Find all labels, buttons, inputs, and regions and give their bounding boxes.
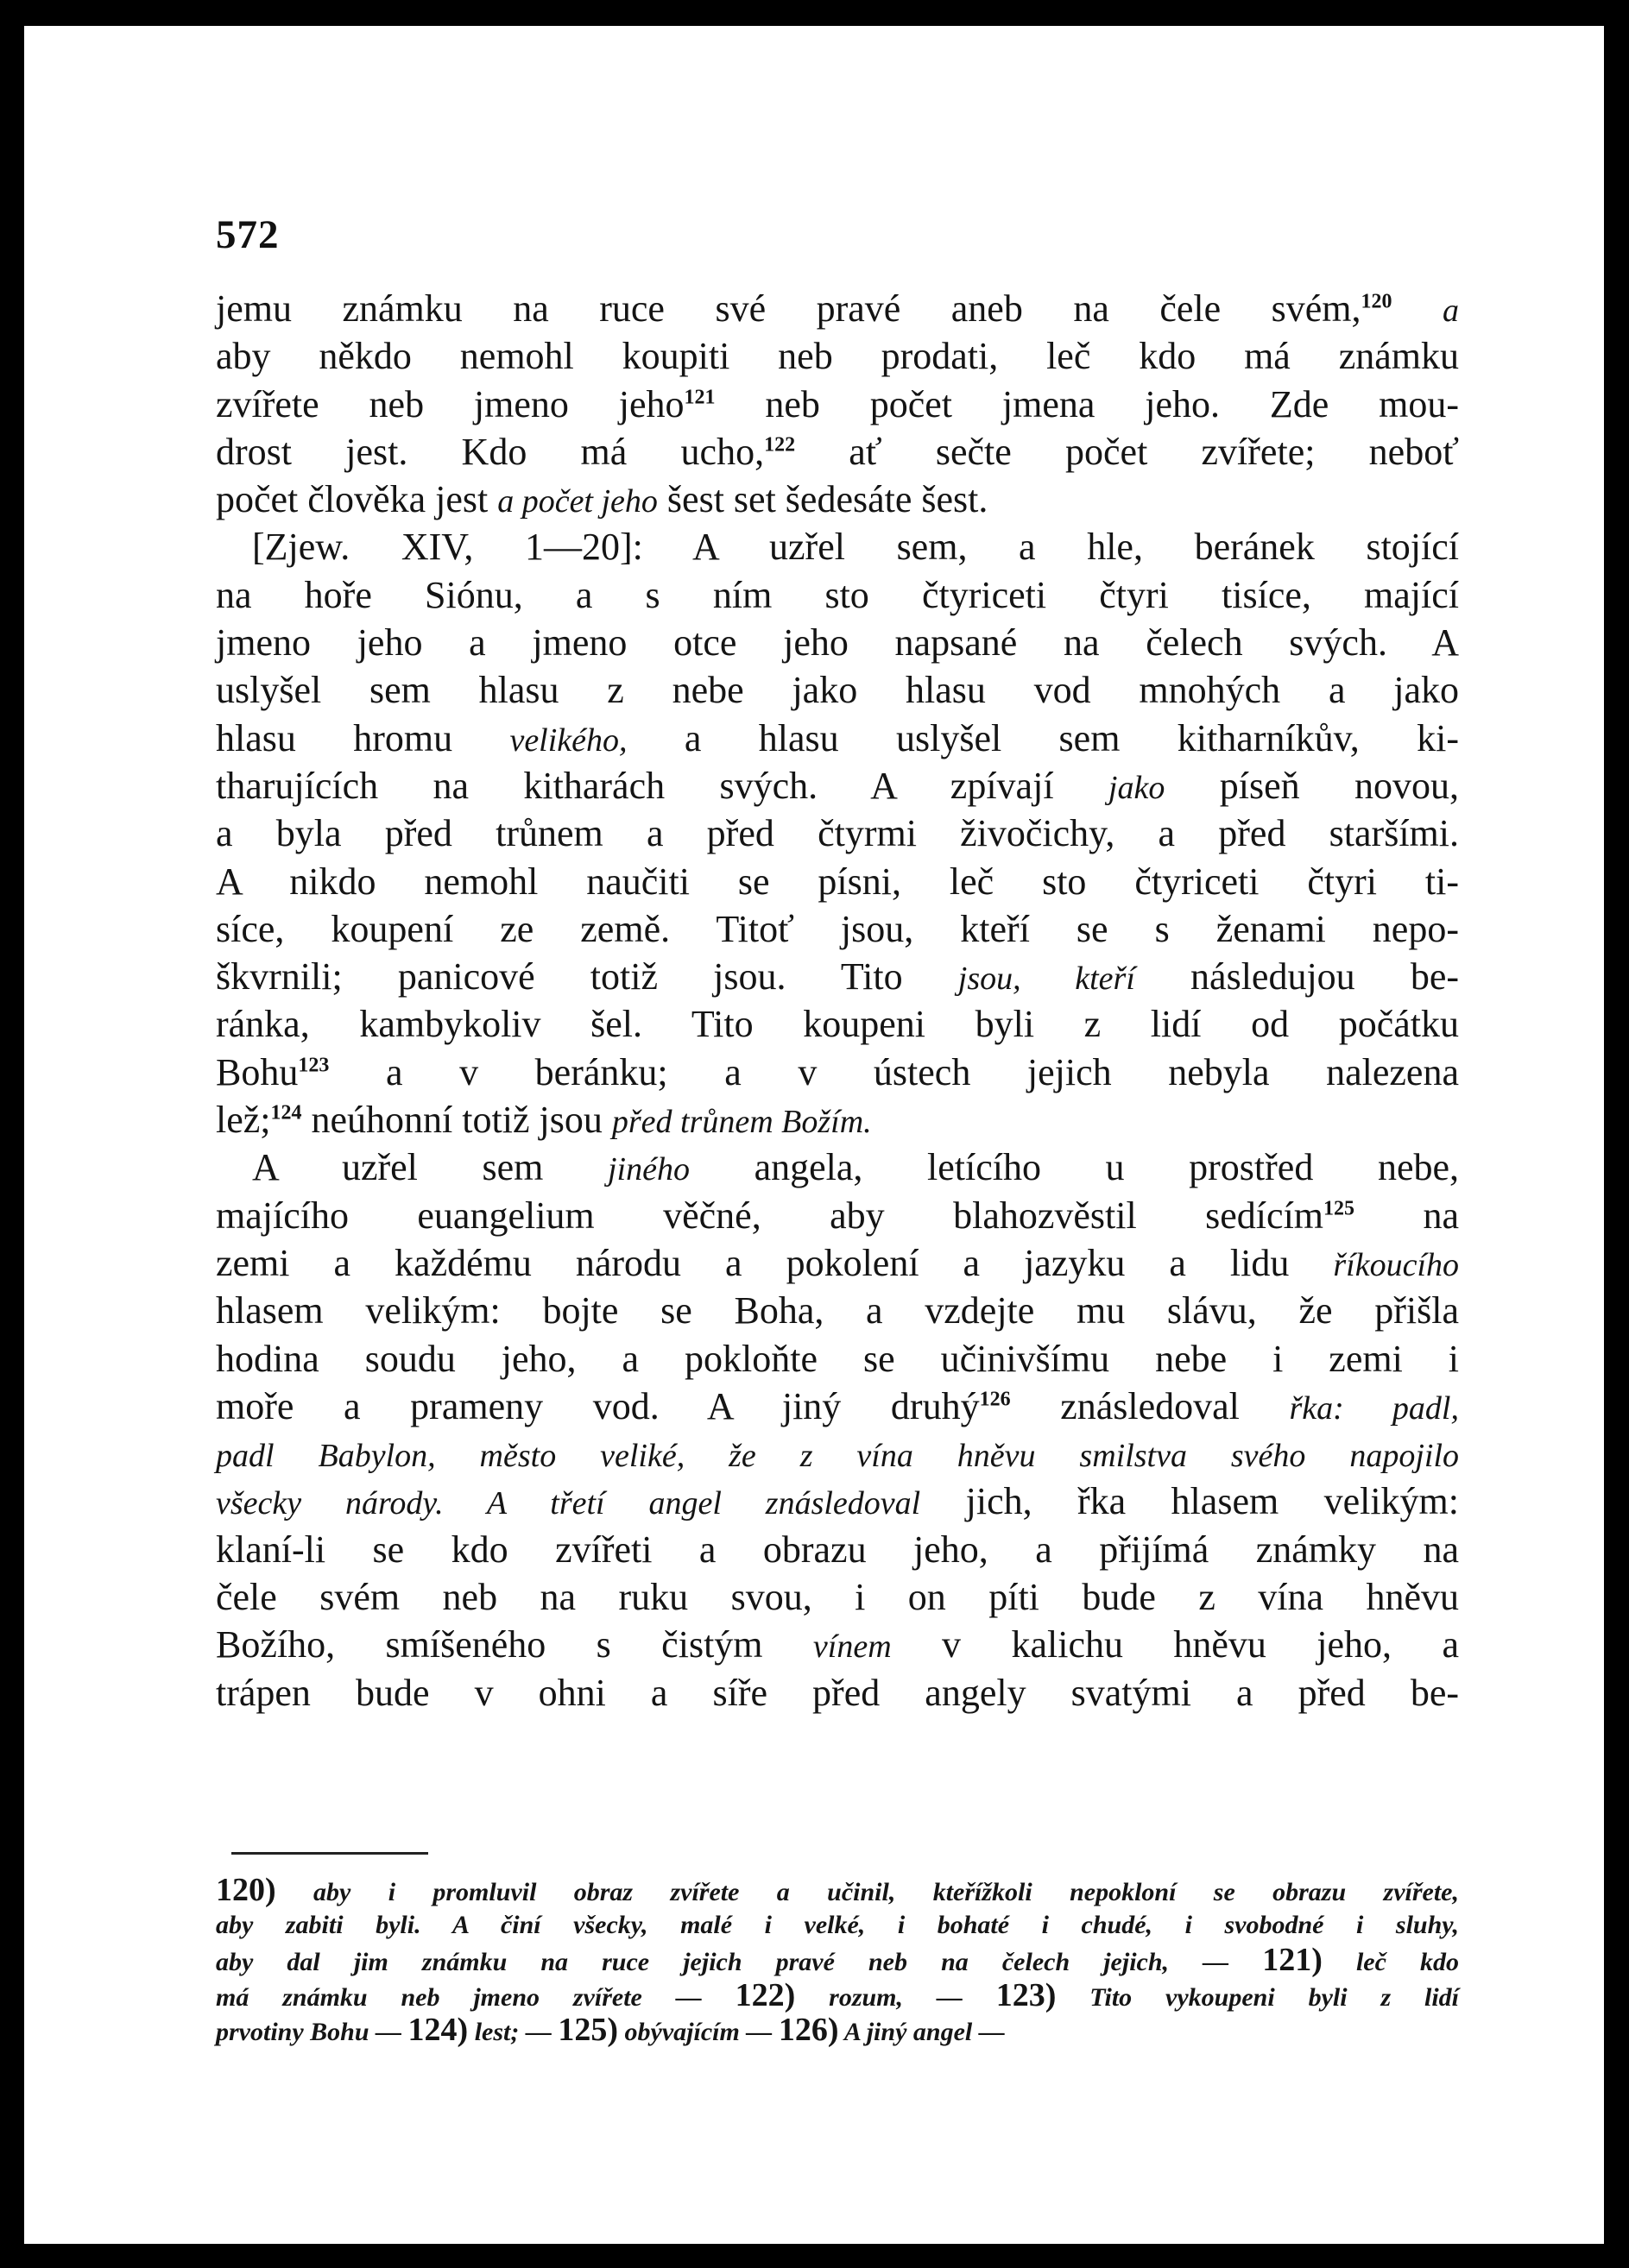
text-line: [216, 381, 1459, 428]
text-line: [216, 1621, 1459, 1668]
text-run: Božího, smíšeného s čistým: [216, 1623, 813, 1666]
text-run: lež;: [216, 1099, 271, 1142]
footnote-reference: 124: [270, 1101, 302, 1125]
footnote-reference: 126: [979, 1388, 1011, 1411]
text-run: [Zjew. XIV, 1—20]: A uzřel sem, a hle, beránek stojící: [252, 526, 1459, 569]
text-run: Bohu: [216, 1050, 299, 1093]
text-line: [216, 1096, 1459, 1143]
footnote-line: [216, 1873, 1459, 1908]
text-run: a hlasu uslyšel sem kitharníkův, ki-: [627, 716, 1459, 759]
footnote-reference: 125: [1323, 1196, 1355, 1219]
text-line: [216, 1335, 1459, 1383]
text-line: [216, 1430, 1459, 1477]
text-line: [216, 858, 1459, 905]
text-run: vínem: [812, 1629, 892, 1666]
text-line: [216, 953, 1459, 1000]
text-run: jich, řka hlasem velikým:: [920, 1480, 1460, 1523]
footnote-reference: 122: [764, 433, 796, 457]
text-run: drost jest. Kdo má ucho,: [216, 430, 765, 473]
footnote-number: 121): [1262, 1942, 1323, 1978]
text-line: [216, 715, 1459, 762]
text-line: [216, 1287, 1459, 1334]
text-run: píseň novou,: [1165, 764, 1459, 807]
text-run: klaní-li se kdo zvířeti a obrazu jeho, a přijímá známky na: [216, 1528, 1459, 1571]
text-line: [216, 1477, 1459, 1525]
text-line: [216, 666, 1459, 714]
text-run: před trůnem Božím.: [611, 1104, 872, 1141]
text-run: řka: padl,: [1289, 1389, 1459, 1427]
main-text: [216, 285, 1459, 1717]
text-line: [216, 332, 1459, 380]
text-run: v kalichu hněvu jeho, a: [891, 1623, 1459, 1666]
text-run: říkoucího: [1333, 1246, 1459, 1283]
footnote-number: 125): [558, 2012, 619, 2048]
text-run: uslyšel sem hlasu z nebe jako hlasu vod mnohých a jako: [216, 669, 1459, 712]
text-run: aby někdo nemohl koupiti neb prodati, leč kdo má známku: [216, 335, 1459, 378]
text-run: prvotiny Bohu —: [216, 2018, 408, 2046]
footnotes: [216, 1873, 1459, 2048]
text-run: hlasu hromu: [216, 716, 510, 759]
footnote-number: 126): [778, 2012, 839, 2048]
text-run: jemu známku na ruce své pravé aneb na čele svém,: [216, 287, 1361, 330]
text-run: trápen bude v ohni a síře před angely svatými a před be-: [216, 1671, 1459, 1714]
text-run: na hoře Siónu, a s ním sto čtyriceti čtyri tisíce, mající: [216, 573, 1459, 616]
footnote-reference: 123: [298, 1054, 330, 1077]
text-line: [216, 523, 1459, 570]
text-run: jsou, kteří: [957, 961, 1135, 998]
footnote-line: [216, 1908, 1459, 1944]
text-run: počet člověka jest: [216, 478, 498, 521]
text-run: neb počet jmena jeho. Zde mou-: [715, 382, 1459, 425]
text-run: jmeno jeho a jmeno otce jeho napsané na čelech svých. A: [216, 621, 1459, 665]
text-run: následujou be-: [1134, 955, 1460, 999]
footnote-number: 122): [735, 1976, 796, 2013]
text-run: ránka, kambykoliv šel. Tito koupeni byli z lidí od počátku: [216, 1003, 1459, 1046]
footnote-number: 120): [216, 1872, 276, 1908]
text-run: a byla před trůnem a před čtyrmi živočichy, a před staršími.: [216, 812, 1459, 855]
text-run: a v beránku; a v ústech jejich nebyla nalezena: [329, 1050, 1459, 1093]
text-run: hodina soudu jeho, a pokloňte se učinivšímu nebe i zemi i: [216, 1337, 1459, 1380]
text-line: [216, 1192, 1459, 1239]
text-line: [216, 1239, 1459, 1287]
text-run: tharujících na kitharách svých. A zpívají: [216, 764, 1108, 807]
text-run: síce, koupení ze země. Titoť jsou, kteří se s ženami nepo-: [216, 907, 1459, 950]
text-run: aby dal jim známku na ruce jejich pravé neb na čelech jejich, —: [216, 1948, 1263, 1976]
footnote-line: [216, 1978, 1459, 2013]
text-run: [1392, 287, 1443, 330]
text-run: A jiný angel —: [838, 2018, 1005, 2046]
text-run: jako: [1108, 769, 1165, 806]
text-line: [216, 571, 1459, 619]
text-run: padl Babylon, město veliké, že z vína hněvu smilstva svého napojilo: [216, 1438, 1459, 1475]
footnote-separator: [231, 1852, 428, 1855]
text-run: velikého,: [509, 721, 628, 759]
text-run: na: [1354, 1194, 1459, 1237]
text-line: [216, 428, 1459, 476]
text-run: a počet jeho: [497, 483, 658, 520]
text-run: lest; —: [468, 2018, 559, 2046]
text-line: [216, 619, 1459, 666]
text-run: zemi a každému národu a pokolení a jazyku a lidu: [216, 1241, 1334, 1284]
text-line: [216, 476, 1459, 523]
text-line: [216, 905, 1459, 953]
text-run: ať sečte počet zvířete; neboť: [795, 430, 1459, 473]
text-run: šest set šedesáte šest.: [657, 478, 988, 521]
text-run: leč kdo: [1322, 1948, 1460, 1976]
text-run: čele svém neb na ruku svou, i on píti bude z vína hněvu: [216, 1576, 1459, 1619]
text-line: [216, 1526, 1459, 1573]
text-run: aby i promluvil obraz zvířete a učinil, kteřížkoli nepokloní se obrazu zvířete,: [275, 1878, 1459, 1906]
page-number: 572: [216, 212, 280, 257]
text-run: rozum, —: [795, 1982, 996, 2012]
text-run: Tito vykoupeni byli z lidí: [1056, 1982, 1459, 2012]
text-line: [216, 810, 1459, 857]
text-run: A uzřel sem: [252, 1146, 608, 1189]
footnote-reference: 121: [684, 385, 716, 408]
text-run: všecky národy. A třetí angel znásledoval: [216, 1485, 921, 1522]
book-page: [24, 26, 1604, 2244]
footnote-number: 123): [995, 1976, 1057, 2013]
text-line: [216, 285, 1459, 332]
text-run: má známku neb jmeno zvířete —: [216, 1982, 736, 2012]
text-run: jiného: [607, 1151, 690, 1188]
text-line: [216, 1669, 1459, 1717]
text-line: [216, 1383, 1459, 1430]
text-run: obývajícím —: [618, 2018, 779, 2046]
text-line: [216, 762, 1459, 810]
footnote-reference: 120: [1361, 290, 1392, 313]
text-run: aby zabiti byli. A činí všecky, malé i velké, i bohaté i chudé, i svobodné i sluhy,: [216, 1910, 1459, 1939]
footnote-line: [216, 2013, 1459, 2048]
footnote-line: [216, 1943, 1459, 1978]
text-run: škvrnili; panicové totiž jsou. Tito: [216, 955, 958, 999]
text-run: moře a prameny vod. A jiný druhý: [216, 1384, 980, 1427]
text-line: [216, 1049, 1459, 1096]
text-run: a: [1443, 293, 1459, 329]
text-line: [216, 1573, 1459, 1621]
text-run: hlasem velikým: bojte se Boha, a vzdejte mu slávu, že přišla: [216, 1289, 1459, 1332]
footnote-number: 124): [407, 2012, 469, 2048]
text-run: A nikdo nemohl naučiti se písni, leč sto čtyriceti čtyri ti-: [216, 860, 1459, 903]
text-run: neúhonní totiž jsou: [301, 1099, 612, 1142]
text-run: znásledoval: [1010, 1384, 1290, 1427]
text-run: majícího euangelium věčné, aby blahozvěstil sedícím: [216, 1194, 1324, 1237]
text-line: [216, 1000, 1459, 1048]
text-run: zvířete neb jmeno jeho: [216, 382, 685, 425]
text-line: [216, 1143, 1459, 1191]
text-run: angela, letícího u prostřed nebe,: [689, 1146, 1459, 1189]
